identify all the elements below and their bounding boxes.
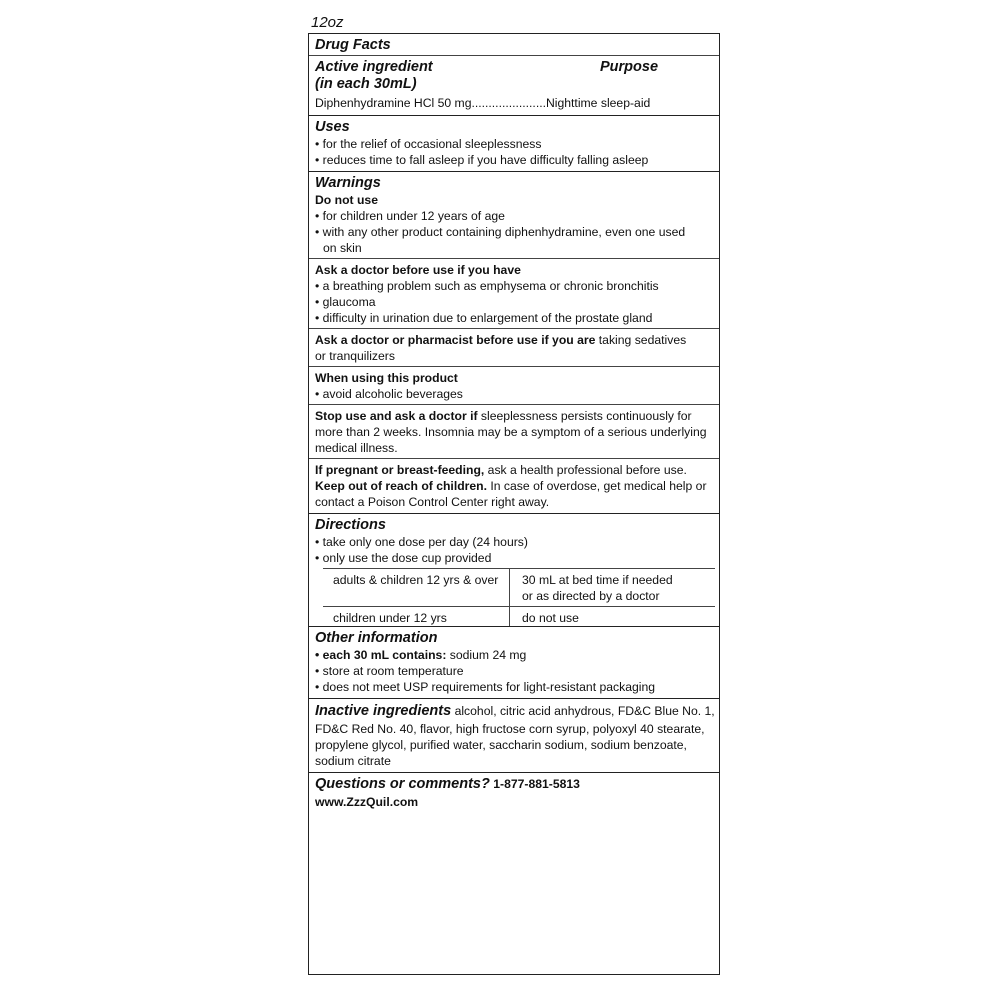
dosage-table-who: adults & children 12 yrs & over	[333, 573, 499, 587]
do-not-use-item: • with any other product containing diphenhydramine, even one used	[315, 225, 686, 239]
directions-divider	[309, 513, 719, 514]
questions-heading: Questions or comments?	[315, 776, 490, 792]
inactive-line	[315, 703, 715, 719]
directions-item: • only use the dose cup provided	[315, 551, 492, 565]
ask-doctor-item: • difficulty in urination due to enlargement of the prostate gland	[315, 311, 653, 325]
ask-doctor-heading: Ask a doctor before use if you have	[315, 263, 521, 277]
active-ingredient-row	[315, 95, 715, 111]
other-info-item: • does not meet USP requirements for light-resistant packaging	[315, 680, 656, 694]
title-divider	[309, 55, 719, 56]
do-not-use-item: • for children under 12 years of age	[315, 209, 505, 223]
stop-use-line2: more than 2 weeks. Insomnia may be a symptom of a serious underlying	[315, 425, 707, 439]
inactive-line2: FD&C Red No. 40, flavor, high fructose corn syrup, polyoxyl 40 stearate,	[315, 722, 705, 736]
ask-pharmacist-text: taking sedatives	[595, 333, 687, 347]
keep-out-bold: Keep out of reach of children.	[315, 479, 487, 493]
inactive-text: alcohol, citric acid anhydrous, FD&C Blue No. 1,	[451, 704, 715, 718]
other-info-item-bold: • each 30 mL contains:	[315, 648, 447, 662]
ask-pharmacist-line2: or tranquilizers	[315, 349, 395, 363]
dosage-table	[323, 568, 715, 628]
active-ingredient-heading: Active ingredient	[315, 59, 433, 75]
other-info-item-text: sodium 24 mg	[446, 648, 527, 662]
questions-divider	[309, 772, 719, 773]
dosage-table-column-divider	[509, 568, 510, 627]
ask-doctor-item: • a breathing problem such as emphysema or chronic bronchitis	[315, 279, 659, 293]
directions-item: • take only one dose per day (24 hours)	[315, 535, 528, 549]
drug-facts-title: Drug Facts	[315, 37, 391, 53]
pregnant-text: ask a health professional before use.	[484, 463, 687, 477]
inactive-line3: propylene glycol, purified water, saccharin sodium, sodium benzoate,	[315, 738, 687, 752]
keep-out-line	[315, 478, 715, 494]
stop-use-bold: Stop use and ask a doctor if	[315, 409, 478, 423]
dosage-table-top-border	[323, 568, 715, 569]
stop-use-line3: medical illness.	[315, 441, 398, 455]
warnings-divider	[309, 171, 719, 172]
other-info-heading: Other information	[315, 630, 438, 646]
ask-doctor-divider	[309, 258, 719, 259]
stop-use-divider	[309, 404, 719, 405]
dosage-table-dose: do not use	[522, 611, 579, 625]
other-info-item: • store at room temperature	[315, 664, 464, 678]
uses-item: • reduces time to fall asleep if you have difficulty falling asleep	[315, 153, 649, 167]
package-size-label: 12oz	[311, 14, 344, 31]
when-using-item: • avoid alcoholic beverages	[315, 387, 463, 401]
other-info-divider	[309, 626, 719, 627]
when-using-divider	[309, 366, 719, 367]
do-not-use-heading: Do not use	[315, 193, 378, 207]
when-using-heading: When using this product	[315, 371, 458, 385]
warnings-heading: Warnings	[315, 175, 381, 191]
uses-divider	[309, 115, 719, 116]
website-link[interactable]: www.ZzzQuil.com	[315, 795, 419, 809]
inactive-heading: Inactive ingredients	[315, 703, 452, 719]
dosage-table-dose-line2: or as directed by a doctor	[522, 589, 660, 603]
questions-phone: 1-877-881-5813	[489, 777, 580, 791]
dosage-table-row-divider	[323, 606, 715, 607]
ask-pharmacist-bold: Ask a doctor or pharmacist before use if you are	[315, 333, 596, 347]
uses-heading: Uses	[315, 119, 350, 135]
inactive-divider	[309, 698, 719, 699]
other-info-item	[315, 647, 715, 663]
pregnant-bold: If pregnant or breast-feeding,	[315, 463, 485, 477]
ask-pharmacist-line	[315, 332, 715, 348]
keep-out-line2: contact a Poison Control Center right away.	[315, 495, 550, 509]
active-ingredient-name: Diphenhydramine HCl 50 mg	[315, 96, 472, 110]
active-ingredient-subheading: (in each 30mL)	[315, 76, 417, 92]
keep-out-text: In case of overdose, get medical help or	[487, 479, 707, 493]
ask-doctor-item: • glaucoma	[315, 295, 376, 309]
leader-dots: ......................	[471, 96, 546, 110]
stop-use-text: sleeplessness persists continuously for	[477, 409, 692, 423]
dosage-table-dose: 30 mL at bed time if needed	[522, 573, 673, 587]
uses-item: • for the relief of occasional sleeplessness	[315, 137, 542, 151]
pregnant-line	[315, 462, 715, 478]
drug-facts-panel	[308, 33, 720, 975]
purpose-heading: Purpose	[600, 59, 659, 75]
do-not-use-item-cont: on skin	[323, 241, 362, 255]
directions-heading: Directions	[315, 517, 386, 533]
questions-line	[315, 776, 715, 792]
stop-use-line	[315, 408, 715, 424]
dosage-table-who: children under 12 yrs	[333, 611, 447, 625]
inactive-line4: sodium citrate	[315, 754, 391, 768]
active-ingredient-purpose: Nighttime sleep-aid	[545, 96, 651, 110]
ask-pharmacist-divider	[309, 328, 719, 329]
pregnant-divider	[309, 458, 719, 459]
